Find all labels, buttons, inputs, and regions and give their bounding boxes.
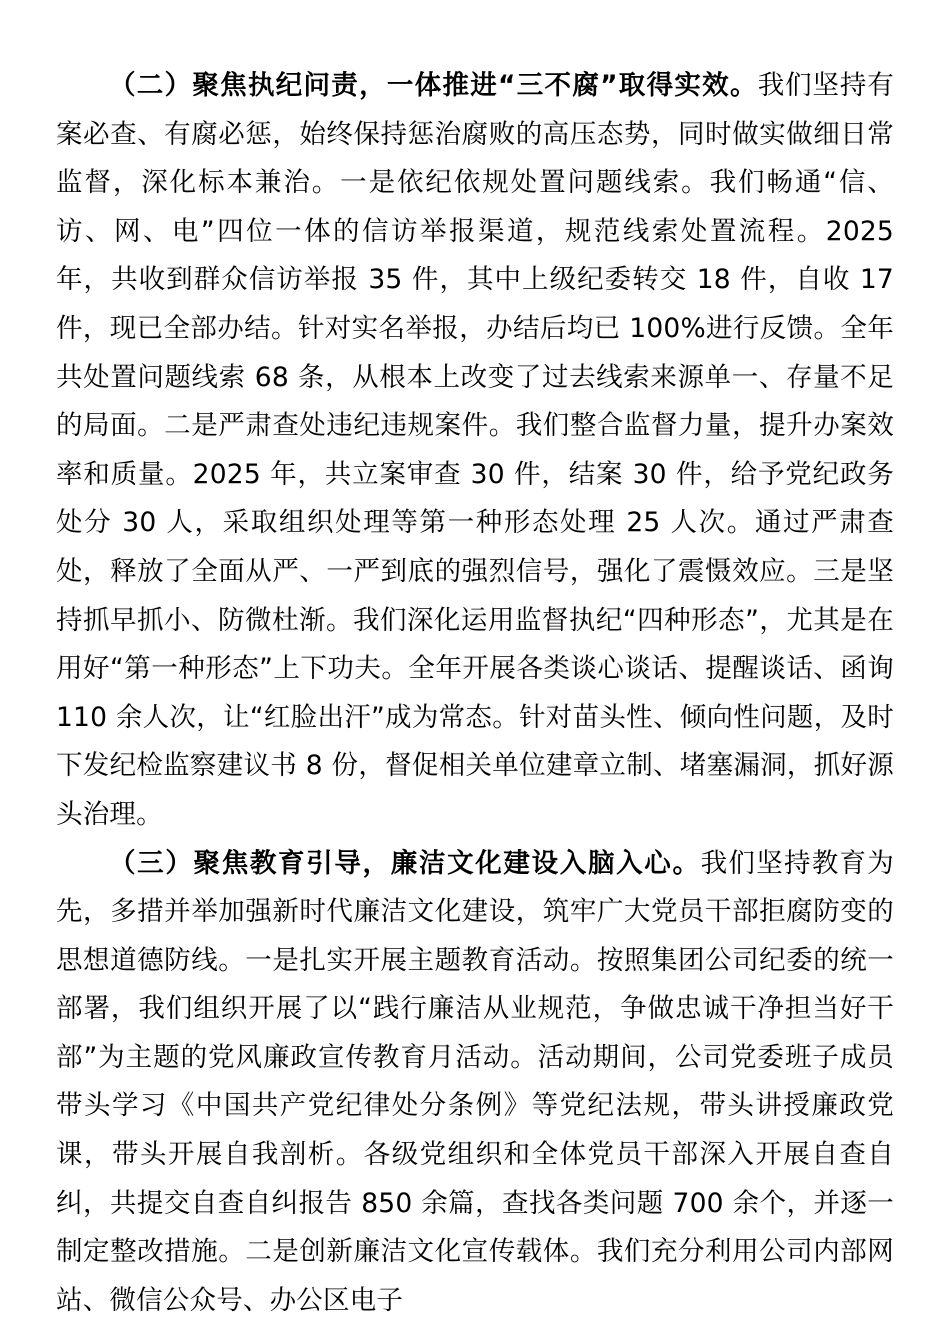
paragraph-body-section-2: 我们坚持有案必查、有腐必惩，始终保持惩治腐败的高压态势，同时做实做细日常监督，深化标本兼治。一是依纪依规处置问题线索。我们畅通“信、访、网、电”四位一体的信访举报渠道，规范线索处置流程。2025 年，共收到群众信访举报 35 件，其中上级纪委转交 18 件，自收 17 件，现已全部办结。针对实名举报，办结后均已 100%进行反馈。全年共处置问题线索 68 条，从根本上改变了过去线索来源单一、存量不足的局面。二是严肃查处违纪违规案件。我们整合监督力量，提升办案效率和质量。2025 年，共立案审查 30 件，结案 30 件，给予党纪政务处分 30 人，采取组织处理等第一种形态处理 25 人次。通过严肃查处，释放了全面从严、一严到底的强烈信号，强化了震慑效应。三是坚持抓早抓小、防微杜渐。我们深化运用监督执纪“四种形态”，尤其是在用好“第一种形态”上下功夫。全年开展各类谈心谈话、提醒谈话、函询 110 余人次，让“红脸出汗”成为常态。针对苗头性、倾向性问题，及时下发纪检监察建议书 8 份，督促相关单位建章立制、堵塞漏洞，抓好源头治理。 [56,70,895,830]
paragraph-body-section-3: 我们坚持教育为先，多措并举加强新时代廉洁文化建设，筑牢广大党员干部拒腐防变的思想道德防线。一是扎实开展主题教育活动。按照集团公司纪委的统一部署，我们组织开展了以“践行廉洁从业规范，争做忠诚干净担当好干部”为主题的党风廉政宣传教育月活动。活动期间，公司党委班子成员带头学习《中国共产党纪律处分条例》等党纪法规，带头讲授廉政党课，带头开展自我剖析。各级党组织和全体党员干部深入开展自查自纠，共提交自查自纠报告 850 余篇，查找各类问题 700 余个，并逐一制定整改措施。二是创新廉洁文化宣传载体。我们充分利用公司内部网站、微信公众号、办公区电子 [56,847,894,1316]
paragraph-section-2 [56,62,894,840]
paragraph-section-3 [56,840,894,1326]
paragraph-heading-section-2: （二）聚焦执纪问责，一体推进“三不腐”取得实效。 [109,70,758,101]
paragraph-heading-section-3: （三）聚焦教育引导，廉洁文化建设入脑入心。 [109,847,701,879]
document-text-body [56,62,894,1325]
